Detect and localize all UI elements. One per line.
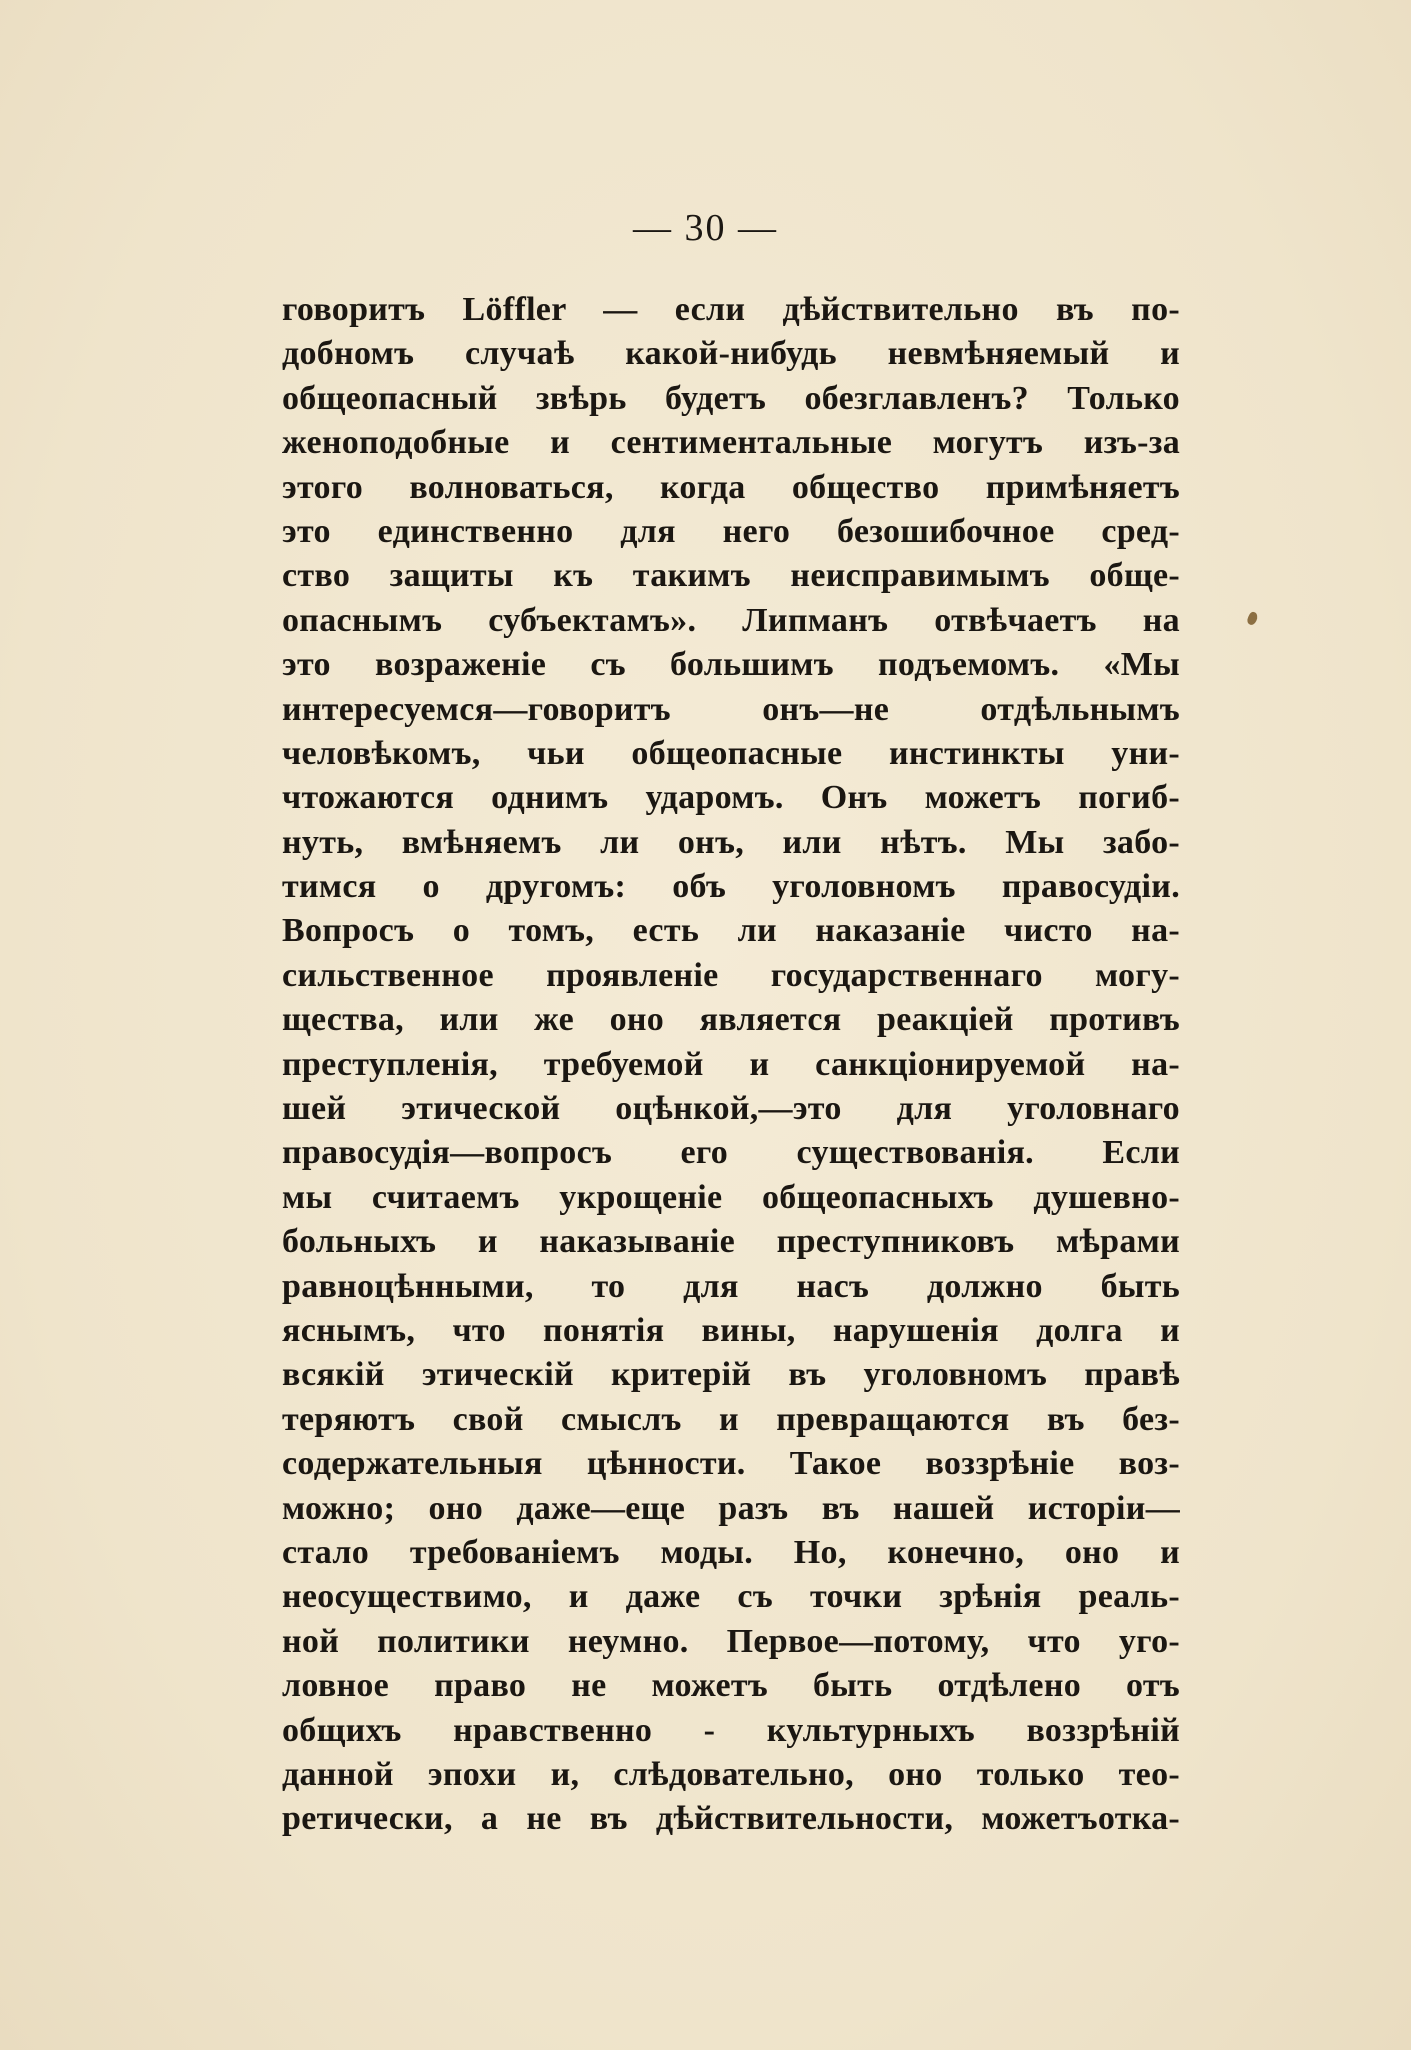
text-line: стало требованіемъ моды. Но, конечно, оно и (282, 1533, 1180, 1571)
text-line: сильственное проявленіе государственнаго могу- (282, 956, 1180, 994)
text-line: ной политики неумно. Первое—потому, что уго- (282, 1622, 1180, 1660)
ink-speck (1246, 611, 1260, 627)
body-text (282, 288, 1180, 1842)
text-line: мы считаемъ укрощеніе общеопасныхъ душевно- (282, 1178, 1180, 1216)
text-line: ловное право не можетъ быть отдѣлено отъ (282, 1667, 1180, 1705)
text-line: больныхъ и наказываніе преступниковъ мѣрами (282, 1223, 1180, 1261)
text-line: это единственно для него безошибочное сред- (282, 512, 1180, 550)
text-line: интересуемся—говоритъ онъ—не отдѣльнымъ (282, 690, 1180, 728)
text-line: содержательныя цѣнности. Такое воззрѣніе воз- (282, 1445, 1180, 1483)
text-line: всякій этическій критерій въ уголовномъ правѣ (282, 1356, 1180, 1394)
text-line: это возраженіе съ большимъ подъемомъ. «Мы (282, 646, 1180, 684)
text-line: данной эпохи и, слѣдовательно, оно только тео- (282, 1755, 1180, 1793)
text-line: правосудія—вопросъ его существованія. Если (282, 1134, 1180, 1172)
text-line: можно; оно даже—еще разъ въ нашей исторіи— (282, 1489, 1180, 1527)
text-line: чтожаются однимъ ударомъ. Онъ можетъ погиб- (282, 779, 1180, 817)
text-line: нуть, вмѣняемъ ли онъ, или нѣтъ. Мы забо- (282, 823, 1180, 861)
text-line: теряютъ свой смыслъ и превращаются въ без- (282, 1400, 1180, 1438)
text-line: общеопасный звѣрь будетъ обезглавленъ? Только (282, 379, 1180, 417)
text-line: говоритъ Löffler — если дѣйствительно въ по- (282, 291, 1180, 328)
text-line: опаснымъ субъектамъ». Липманъ отвѣчаетъ на (282, 601, 1180, 639)
text-line: равноцѣнными, то для насъ должно быть (282, 1267, 1180, 1305)
text-line: преступленія, требуемой и санкціонируемой на- (282, 1045, 1180, 1083)
text-line: яснымъ, что понятія вины, нарушенія долга и (282, 1311, 1180, 1349)
text-line: этого волноваться, когда общество примѣняетъ (282, 468, 1180, 506)
text-line: неосуществимо, и даже съ точки зрѣнія реаль- (282, 1578, 1180, 1616)
text-line: общихъ нравственно - культурныхъ воззрѣній (282, 1711, 1180, 1749)
text-line: человѣкомъ, чьи общеопасные инстинкты уни- (282, 734, 1180, 772)
text-line: добномъ случаѣ какой-нибудь невмѣняемый и (282, 335, 1180, 373)
text-line: шей этической оцѣнкой,—это для уголовнаго (282, 1090, 1180, 1128)
text-line: ство защиты къ такимъ неисправимымъ обще- (282, 557, 1180, 595)
text-line: Вопросъ о томъ, есть ли наказаніе чисто на- (282, 912, 1180, 950)
text-line: тимся о другомъ: объ уголовномъ правосудіи. (282, 868, 1180, 906)
text-line: щества, или же оно является реакціей противъ (282, 1001, 1180, 1039)
text-line: ретически, а не въ дѣйствительности, можетъотка- (282, 1800, 1180, 1838)
text-line: женоподобные и сентиментальные могутъ изъ-за (282, 424, 1180, 462)
page-number: — 30 — (633, 207, 778, 249)
